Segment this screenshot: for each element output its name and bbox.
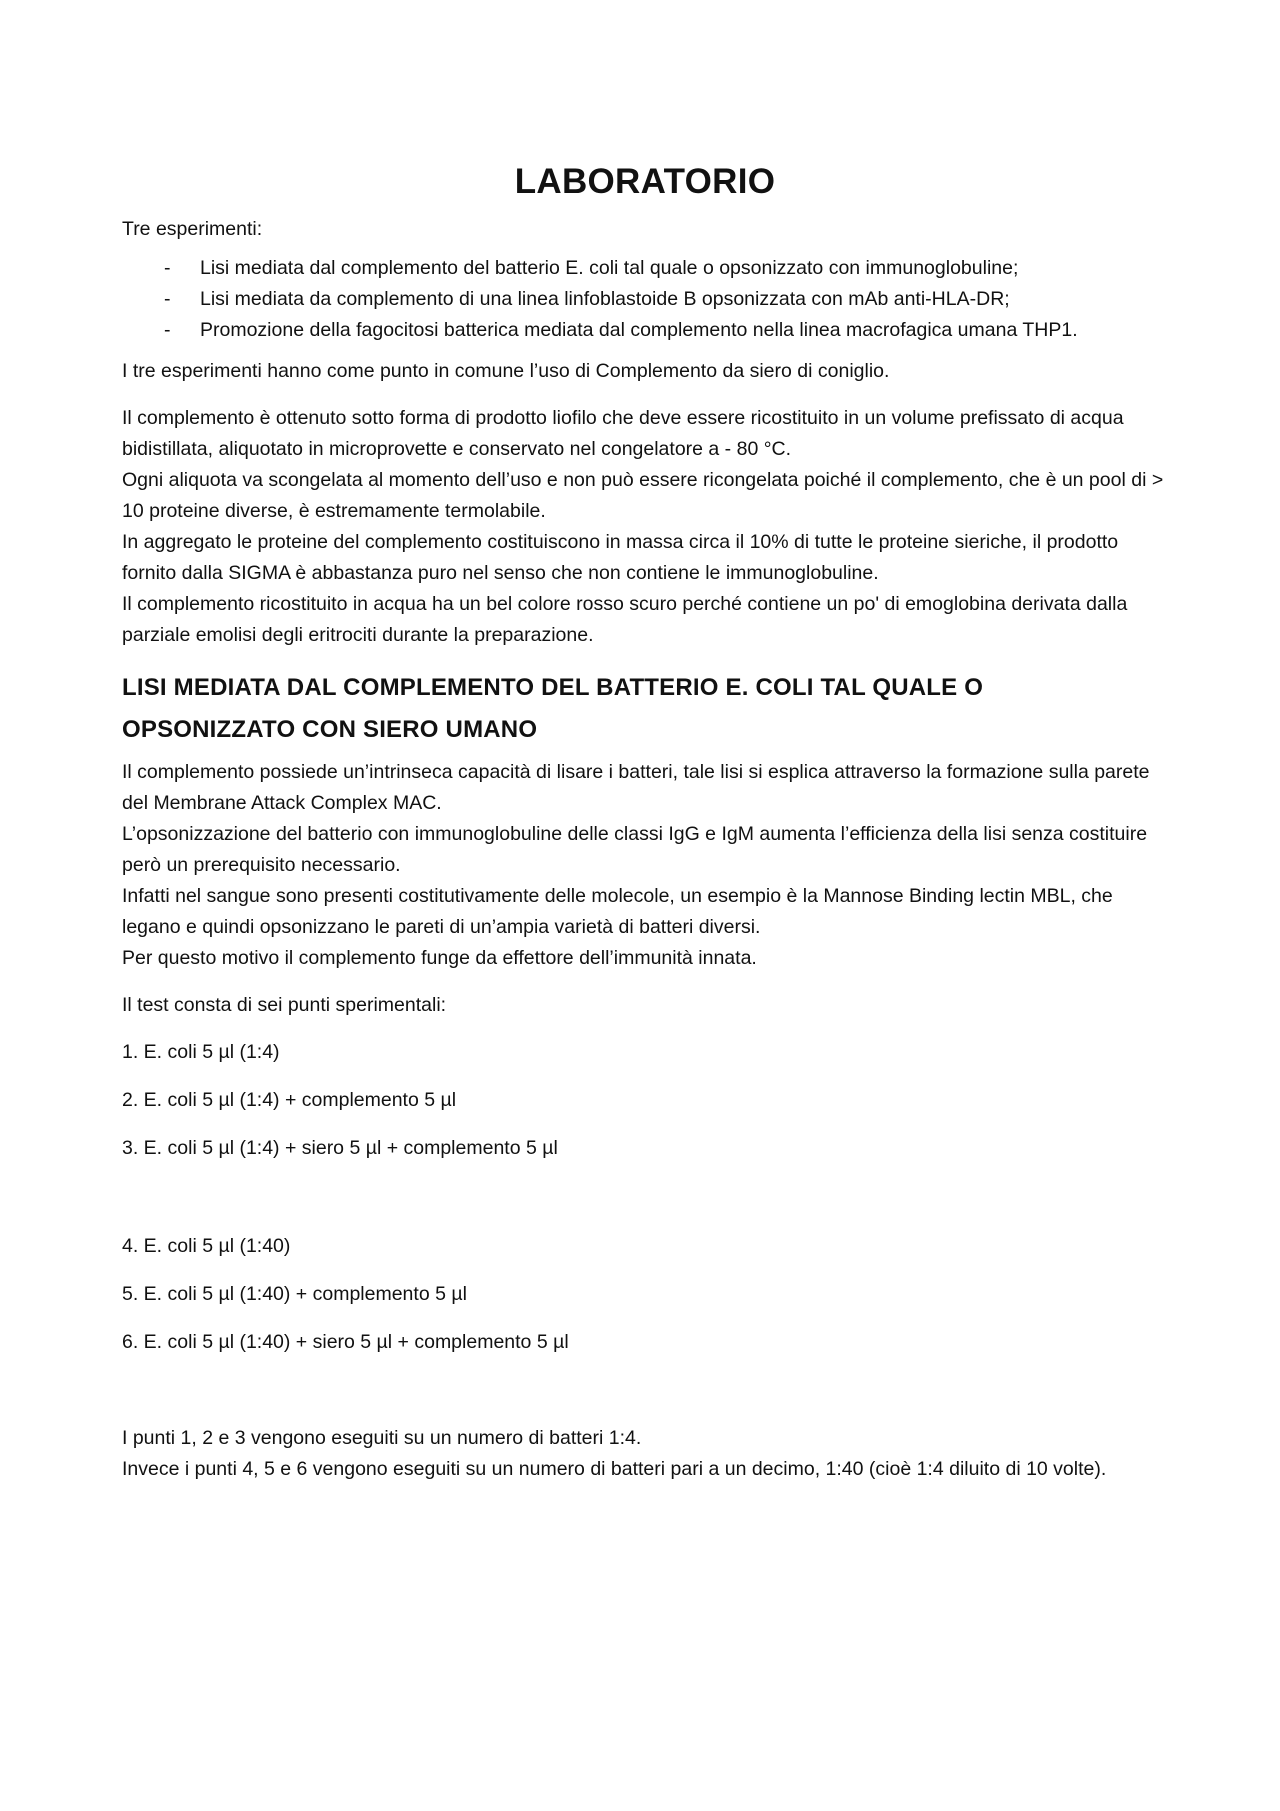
experimental-point: 5. E. coli 5 µl (1:40) + complemento 5 µl — [122, 1283, 467, 1305]
experiment-text: Promozione della fagocitosi batterica mediata dal complemento nella linea macrofagica umana THP1. — [200, 319, 1078, 341]
paragraph-line: Invece i punti 4, 5 e 6 vengono eseguiti su un numero di batteri pari a un decimo, 1:40 (cioè 1:4 diluito di 10 volte). — [122, 1458, 1107, 1480]
experimental-point: 2. E. coli 5 µl (1:4) + complemento 5 µl — [122, 1089, 457, 1111]
section-heading — [122, 667, 1168, 751]
experimental-point: 1. E. coli 5 µl (1:4) — [122, 1041, 280, 1063]
list-item — [122, 315, 1168, 346]
experiments-list — [122, 253, 1168, 346]
experimental-point: 3. E. coli 5 µl (1:4) + siero 5 µl + complemento 5 µl — [122, 1137, 558, 1159]
experiment-text: Lisi mediata da complemento di una linea linfoblastoide B opsonizzata con mAb anti-HLA-DR; — [200, 288, 1010, 310]
paragraph-line: Infatti nel sangue sono presenti costitutivamente delle molecole, un esempio è la Mannose Binding lectin MBL, che legano e quindi opsonizzano le pareti di un’ampia varietà di batteri diversi. — [122, 885, 1113, 938]
spacer — [122, 1181, 1168, 1231]
section-paragraph — [122, 757, 1168, 974]
experimental-point: 4. E. coli 5 µl (1:40) — [122, 1235, 291, 1257]
list-item — [122, 253, 1168, 284]
experiments-intro: Tre esperimenti: — [122, 218, 263, 240]
points-group-2 — [122, 1231, 1168, 1358]
test-intro: Il test consta di sei punti sperimentali: — [122, 994, 447, 1016]
common-point-paragraph: I tre esperimenti hanno come punto in comune l’uso di Complemento da siero di coniglio. — [122, 360, 890, 382]
bullet-dash: - — [164, 319, 171, 341]
paragraph-line: I punti 1, 2 e 3 vengono eseguiti su un numero di batteri 1:4. — [122, 1427, 642, 1449]
paragraph-line: L’opsonizzazione del batterio con immunoglobuline delle classi IgG e IgM aumenta l’efficienza della lisi senza costituire però un prerequisito necessario. — [122, 823, 1148, 876]
paragraph-line: Il complemento possiede un’intrinseca capacità di lisare i batteri, tale lisi si esplica attraverso la formazione sulla parete del Membrane Attack Complex MAC. — [122, 761, 1150, 814]
experimental-point: 6. E. coli 5 µl (1:40) + siero 5 µl + complemento 5 µl — [122, 1331, 569, 1353]
section-heading-line: OPSONIZZATO CON SIERO UMANO — [122, 716, 538, 743]
paragraph-line: Ogni aliquota va scongelata al momento dell’uso e non può essere ricongelata poiché il complemento, che è un pool di > 10 proteine diverse, è estremamente termolabile. — [122, 469, 1164, 522]
paragraph-line: In aggregato le proteine del complemento costituiscono in massa circa il 10% di tutte le proteine sieriche, il prodotto fornito dalla SIGMA è abbastanza puro nel senso che non contiene le immunoglobuline. — [122, 531, 1119, 584]
paragraph-line: Per questo motivo il complemento funge da effettore dell’immunità innata. — [122, 947, 757, 969]
bullet-dash: - — [164, 288, 171, 310]
section-heading-line: LISI MEDIATA DAL COMPLEMENTO DEL BATTERIO E. COLI TAL QUALE O — [122, 674, 984, 701]
list-item — [122, 284, 1168, 315]
spacer — [122, 1375, 1168, 1423]
paragraph-line: Il complemento è ottenuto sotto forma di prodotto liofilo che deve essere ricostituito in un volume prefissato di acqua bidistillata, aliquotato in microprovette e conservato nel congelatore a - 80 °C. — [122, 407, 1124, 460]
complement-paragraph — [122, 403, 1168, 651]
bullet-dash: - — [164, 257, 171, 279]
page-title: LABORATORIO — [514, 162, 776, 201]
points-group-1 — [122, 1037, 1168, 1164]
document-content — [122, 160, 1168, 1485]
paragraph-line: Il complemento ricostituito in acqua ha un bel colore rosso scuro perché contiene un po' di emoglobina derivata dalla parziale emolisi degli eritrociti durante la preparazione. — [122, 593, 1128, 646]
experiment-text: Lisi mediata dal complemento del batterio E. coli tal quale o opsonizzato con immunoglobuline; — [200, 257, 1019, 279]
conclusion-paragraph — [122, 1423, 1168, 1485]
